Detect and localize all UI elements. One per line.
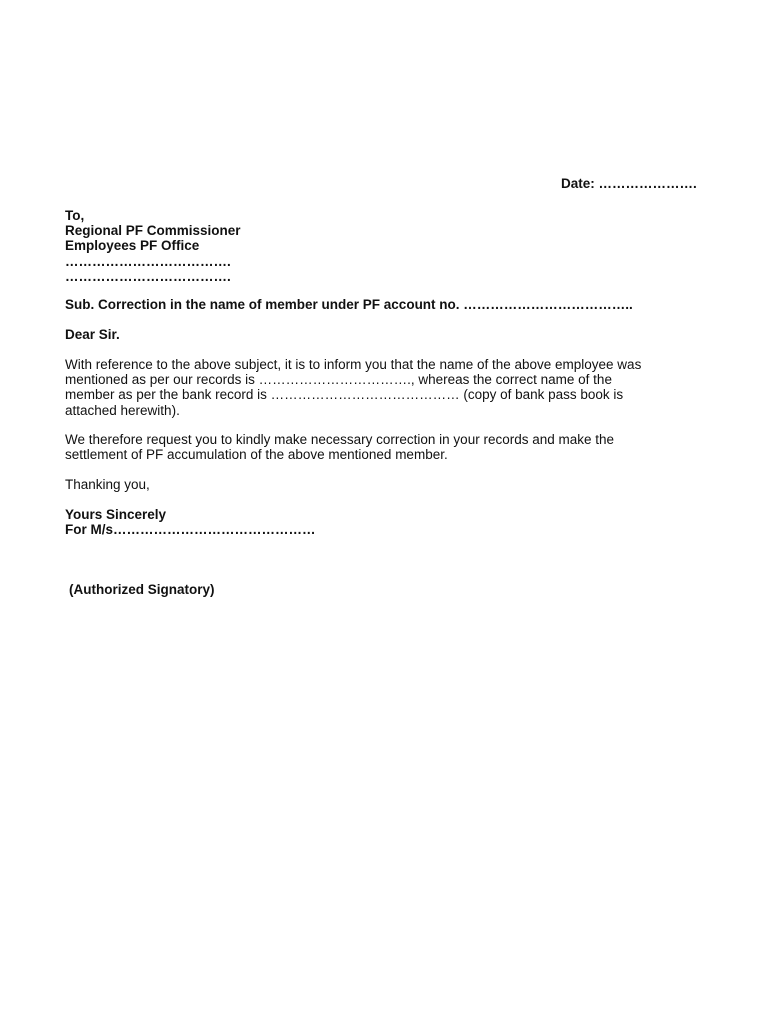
address-to: To, — [65, 208, 85, 223]
address-line-blank-1: ………………………………. — [65, 253, 231, 269]
subject-line: Sub. Correction in the name of member under PF account no. ……………………………….. — [65, 297, 633, 312]
paragraph-1-line-2: mentioned as per our records is ……………………………., whereas the correct name of the — [65, 372, 612, 388]
paragraph-2-line-1: We therefore request you to kindly make necessary correction in your records and make the — [65, 432, 615, 447]
salutation: Dear Sir. — [65, 327, 120, 342]
address-line-office: Employees PF Office — [65, 238, 200, 254]
paragraph-1-line-1: With reference to the above subject, it is to inform you that the name of the above employee was — [65, 357, 642, 372]
recipient-address — [65, 208, 685, 284]
address-line-blank-2: ………………………………. — [65, 268, 231, 284]
paragraph-2-line-2: settlement of PF accumulation of the above mentioned member. — [65, 447, 448, 463]
closing-sincerely: Yours Sincerely — [65, 507, 167, 522]
closing-company: For M/s……………………………………… — [65, 522, 316, 538]
closing-block — [65, 507, 685, 537]
date-line: Date: …………………. — [561, 176, 697, 191]
body-paragraph-1 — [65, 357, 685, 418]
address-line-commissioner: Regional PF Commissioner — [65, 223, 241, 239]
authorized-signatory: (Authorized Signatory) — [69, 582, 215, 597]
paragraph-1-line-3: member as per the bank record is …………………………………… (copy of bank pass book is — [65, 387, 624, 403]
body-paragraph-2 — [65, 432, 685, 462]
thanks-line: Thanking you, — [65, 477, 150, 492]
paragraph-1-line-4: attached herewith). — [65, 402, 180, 418]
